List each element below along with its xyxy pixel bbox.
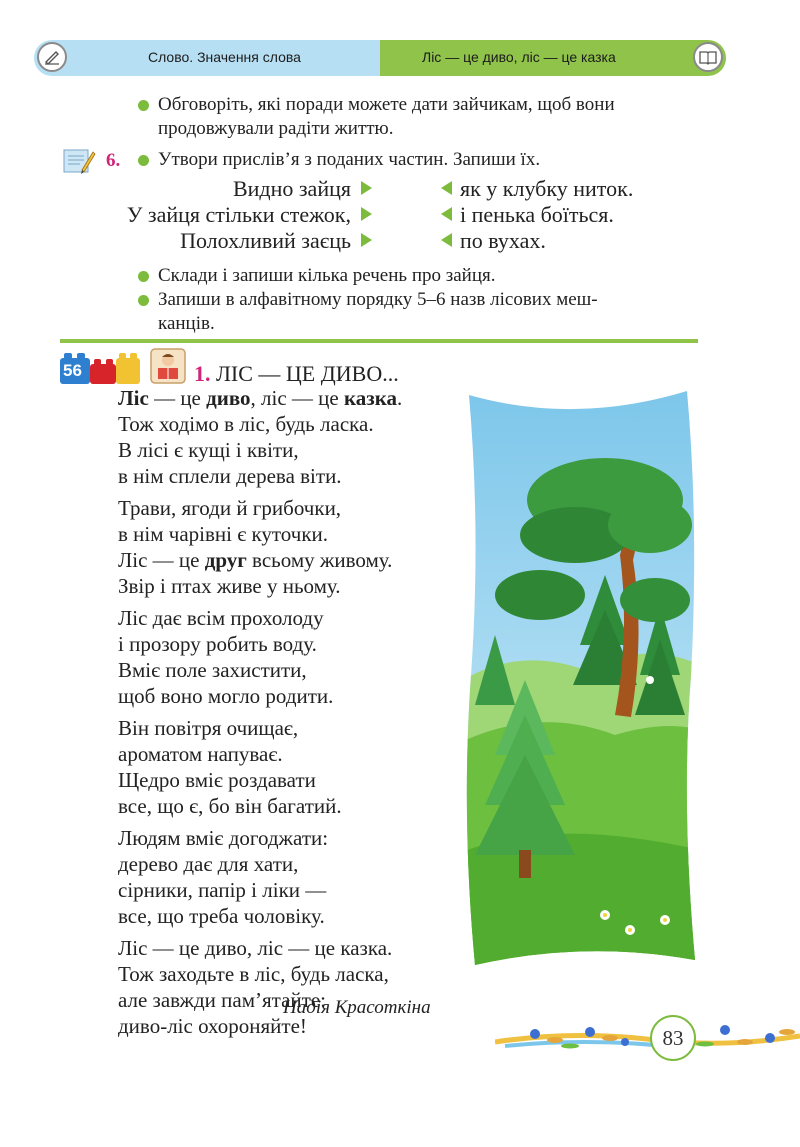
extra-task-1: Склади і запиши кілька речень про зайця. — [158, 265, 496, 286]
intro-line-2: продовжували радіти життю. — [158, 118, 394, 139]
header-left-section — [34, 40, 380, 76]
bullet-icon — [138, 155, 149, 166]
proverb-left-part: У зайця стільки стежок, — [126, 202, 351, 227]
section-divider — [60, 339, 698, 343]
header-right-title: Ліс — це диво, ліс — це казка — [422, 49, 616, 65]
bullet-icon — [138, 100, 149, 111]
poem-line: але завжди пам’ятайте: — [118, 988, 326, 1012]
poem-line: диво-ліс охороняйте! — [118, 1014, 307, 1038]
writing-task-icon — [62, 144, 96, 176]
task-number: 6. — [106, 150, 121, 171]
extra-task-2-line-2: канців. — [158, 313, 215, 334]
arrow-left-icon — [441, 207, 452, 221]
poem-author: Надія Красоткіна — [283, 997, 431, 1018]
poem-line: все, що є, бо він багатий. — [118, 794, 342, 818]
bullet-icon — [138, 295, 149, 306]
intro-line-1: Обговоріть, які поради можете дати зайчикам, щоб вони — [158, 94, 615, 115]
page-number: 83 — [650, 1015, 696, 1061]
poem-line: Щедро вміє роздавати — [118, 768, 316, 792]
poem-line: Звір і птах живе у ньому. — [118, 574, 341, 598]
poem-line: в нім сплели дерева віти. — [118, 464, 342, 488]
lego-badge-number: 56 — [63, 361, 82, 380]
poem-line: Трави, ягоди й грибочки, — [118, 496, 342, 520]
poem-line: сірники, папір і ліки — — [118, 878, 327, 902]
arrow-right-icon — [361, 233, 372, 247]
task-instruction: Утвори прислів’я з поданих частин. Запиши їх. — [158, 149, 541, 170]
poem-line: Ліс — це диво, ліс — це казка. — [118, 386, 403, 410]
arrow-right-icon — [361, 207, 372, 221]
poem-line: Він повітря очищає, — [118, 716, 299, 740]
proverb-right-part: і пенька боїться. — [460, 202, 614, 227]
proverb-right-part: як у клубку ниток. — [460, 176, 634, 201]
poem-line: дерево дає для хати, — [118, 852, 299, 876]
arrow-right-icon — [361, 181, 372, 195]
proverb-right-part: по вухах. — [460, 228, 546, 253]
header-right-section — [380, 40, 726, 76]
poem-line: Тож ходімо в ліс, будь ласка. — [118, 412, 374, 436]
decorative-wheat-ornament — [495, 1012, 800, 1062]
header-left-title: Слово. Значення слова — [148, 49, 301, 65]
pen-icon — [37, 42, 67, 72]
poem-line: щоб воно могло родити. — [118, 684, 334, 708]
proverb-left-part: Видно зайця — [232, 176, 351, 201]
poem-number: 1. — [194, 361, 211, 386]
poem-line: в нім чарівні є куточки. — [118, 522, 329, 546]
poem-heading — [194, 361, 399, 387]
bullet-icon — [138, 271, 149, 282]
reading-child-icon — [150, 348, 186, 384]
proverb-left-part: Полохливий заєць — [180, 228, 351, 253]
poem-line: все, що треба чоловіку. — [118, 904, 325, 928]
poem-line: Людям вміє догоджати: — [118, 826, 329, 850]
poem-line: ароматом напуває. — [118, 742, 283, 766]
poem-line: Ліс — це диво, ліс — це казка. — [118, 936, 393, 960]
poem-line: В лісі є кущі і квіти, — [118, 438, 299, 462]
poem-body — [118, 385, 402, 1039]
lego-blocks-icon — [60, 350, 152, 386]
poem-line: Ліс — це друг всьому живому. — [118, 548, 393, 572]
book-icon — [693, 42, 723, 72]
poem-line: і прозору робить воду. — [118, 632, 317, 656]
arrow-left-icon — [441, 233, 452, 247]
poem-line: Вміє поле захистити, — [118, 658, 307, 682]
extra-task-2-line-1: Запиши в алфавітному порядку 5–6 назв лісових меш- — [158, 289, 598, 310]
poem-title: ЛІС — ЦЕ ДИВО... — [216, 361, 399, 386]
forest-illustration — [455, 385, 700, 970]
page-header — [34, 40, 726, 76]
poem-line: Тож заходьте в ліс, будь ласка, — [118, 962, 389, 986]
poem-line: Ліс дає всім прохолоду — [118, 606, 324, 630]
arrow-left-icon — [441, 181, 452, 195]
